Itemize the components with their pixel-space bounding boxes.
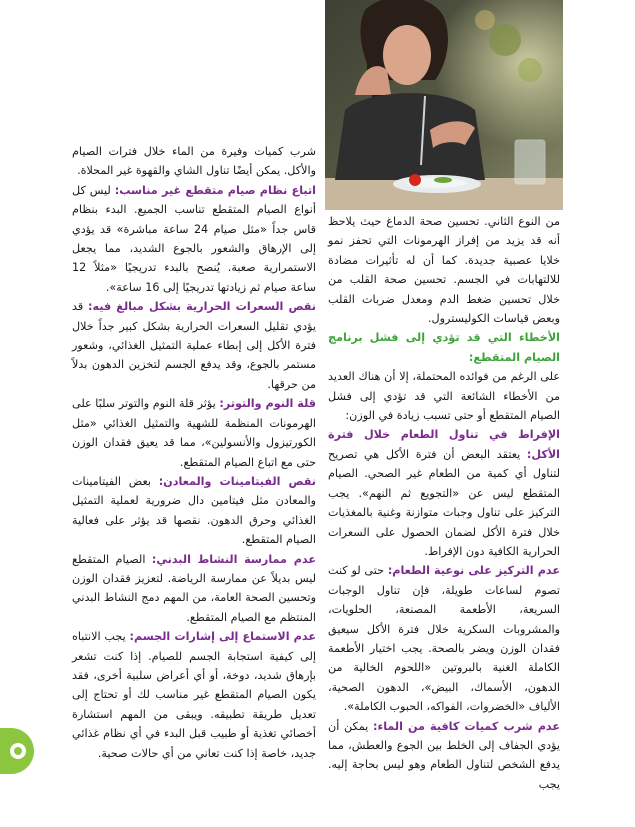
mistake-heading: نقص الفيتامينات والمعادن: (158, 474, 317, 488)
mistake-heading: قلة النوم والتوتر: (219, 397, 316, 411)
mistake-text: يمكن أن يؤدي الجفاف إلى الخلط بين الجوع والعطش، مما يدفع الشخص لتناول الطعام وهو ليس بحاجة إليه. يجب (328, 719, 560, 791)
article-photo (325, 0, 563, 210)
continuation-paragraph: شرب كميات وفيرة من الماء خلال فترات الصيام والأكل. يمكن أيضًا تناول الشاي والقهوة غير المحلاة. (72, 145, 316, 178)
page-marker-tab (0, 728, 34, 774)
section-intro: على الرغم من فوائده المحتملة، إلا أن هناك العديد من الأخطاء الشائعة التي قد تؤدي إلى فشل الصيام المتقطع أو حتى تسبب زيادة في الوزن: (328, 370, 560, 423)
section-heading: الأخطاء التي قد تؤدي إلى فشل برنامج الصيام المتقطع: (328, 331, 560, 364)
mistake-item (72, 181, 316, 297)
mistake-heading: الإفراط في تناول الطعام خلال فترة الأكل: (328, 428, 561, 461)
mistake-item (72, 297, 316, 394)
page-tab-circle-icon (10, 743, 26, 759)
mistake-item (328, 561, 560, 716)
mistake-text: بعض الفيتامينات والمعادن مثل فيتامين دال ضرورية لعملية التمثيل الغذائي وحرق الدهون. نقصها قد يؤثر على فعالية الصيام المتقطع. (72, 474, 316, 547)
mistake-heading: نقص السعرات الحرارية بشكل مبالغ فيه: (88, 300, 317, 314)
mistake-text: حتى لو كنت تصوم لساعات طويلة، فإن تناول الوجبات السريعة، الأطعمة المصنعة، الحلويات، والمشروبات السكرية خلال فترة الأكل سيعيق فقدان الوزن ويضر بالصحة. يجب اختيار الأطعمة الكاملة الغنية بالبروتين «اللحوم الخالية من الدهون، الأسماك، البيض»، الدهون الصحية، الألياف «الخضروات، الفواكه، الحبوب الكاملة». (328, 564, 560, 714)
left-column (72, 142, 316, 763)
mistake-heading: اتباع نظام صيام متقطع غير مناسب: (114, 183, 317, 197)
mistake-text: قد يؤدي تقليل السعرات الحرارية بشكل كبير جداً خلال فترة الأكل إلى إبطاء عملية التمثيل الغذائي، وشعور مستمر بالجوع، وقد يدفع الجسم لتخزين الدهون بدلاً من حرقها. (72, 300, 316, 391)
mistake-heading: عدم ممارسة النشاط البدني: (151, 552, 316, 566)
mistake-text: يجب الانتباه إلى كيفية استجابة الجسم للصيام. إذا كنت تشعر بإرهاق شديد، دوخة، أو أي أعراض سلبية أخرى، فقد يكون الصيام المتقطع غير مناسب لك أو تحتاج إلى تعديل طريقة تطبيقه. ويبقى من المهم استشارة أخصائي تغذية أو طبيب قبل البدء في أي نظام غذائي جديد، خاصة إذا كنت تعاني من أي حالات صحية. (72, 630, 316, 760)
mistake-item (328, 717, 560, 795)
mistake-text: يعتقد البعض أن فترة الأكل هي تصريح لتناول أي كمية من الطعام غير الصحي. الصيام المتقطع ليس عن «التجويع ثم النهم». يجب التركيز على تناول وجبات متوازنة وغنية بالمغذيات خلال فترة الأكل لضمان الحصول على السعرات الحرارية الكافية دون الإفراط. (328, 447, 560, 558)
section-heading-paragraph (328, 328, 560, 367)
mistake-heading: عدم شرب كميات كافية من الماء: (373, 719, 560, 733)
mistake-heading: عدم التركيز على نوعية الطعام: (387, 564, 560, 578)
woman-with-fork-plate-icon (325, 0, 563, 210)
mistake-item (328, 425, 560, 561)
mistake-item (72, 627, 316, 763)
right-column (328, 212, 560, 794)
mistake-text: يؤثر قلة النوم والتوتر سلبًا على الهرمونات المنظمة للشهية والتمثيل الغذائي «مثل الكورتيزول والأنسولين»، مما قد يعيق فقدان الوزن حتى مع اتباع الصيام المتقطع. (72, 397, 316, 469)
mistake-text: ليس كل أنواع الصيام المتقطع تناسب الجميع. البدء بنظام قاس جداً «مثل صيام 24 ساعة مباشرة» قد يؤدي إلى الإرهاق والشعور بالجوع الشديد، مما يجعل الاستمرارية صعبة. يُنصح بالبدء تدريجيًا «مثلاً 12 ساعة صيام ثم زيادتها تدريجيًا إلى 16 ساعة». (72, 183, 316, 294)
mistake-item (72, 472, 316, 550)
mistake-heading: عدم الاستماع إلى إشارات الجسم: (129, 630, 316, 644)
intro-paragraph: من النوع الثاني. تحسين صحة الدماغ حيث يلاحظ أنه قد يزيد من إفراز الهرمونات التي تحفز نمو خلايا عصبية جديدة. كما أن له تأثيرات مضادة للالتهابات في الجسم. تحسين صحة القلب من خلال تحسين ضغط الدم ومعدل ضربات القلب وبعض قياسات الكوليسترول. (328, 215, 560, 326)
mistake-item (72, 550, 316, 628)
mistake-text: الصيام المتقطع ليس بديلاً عن ممارسة الرياضة. لتعزيز فقدان الوزن وتحسين الصحة العامة، من المهم دمج النشاط البدني المنتظم مع الصيام المتقطع. (72, 552, 316, 624)
mistake-item (72, 394, 316, 472)
